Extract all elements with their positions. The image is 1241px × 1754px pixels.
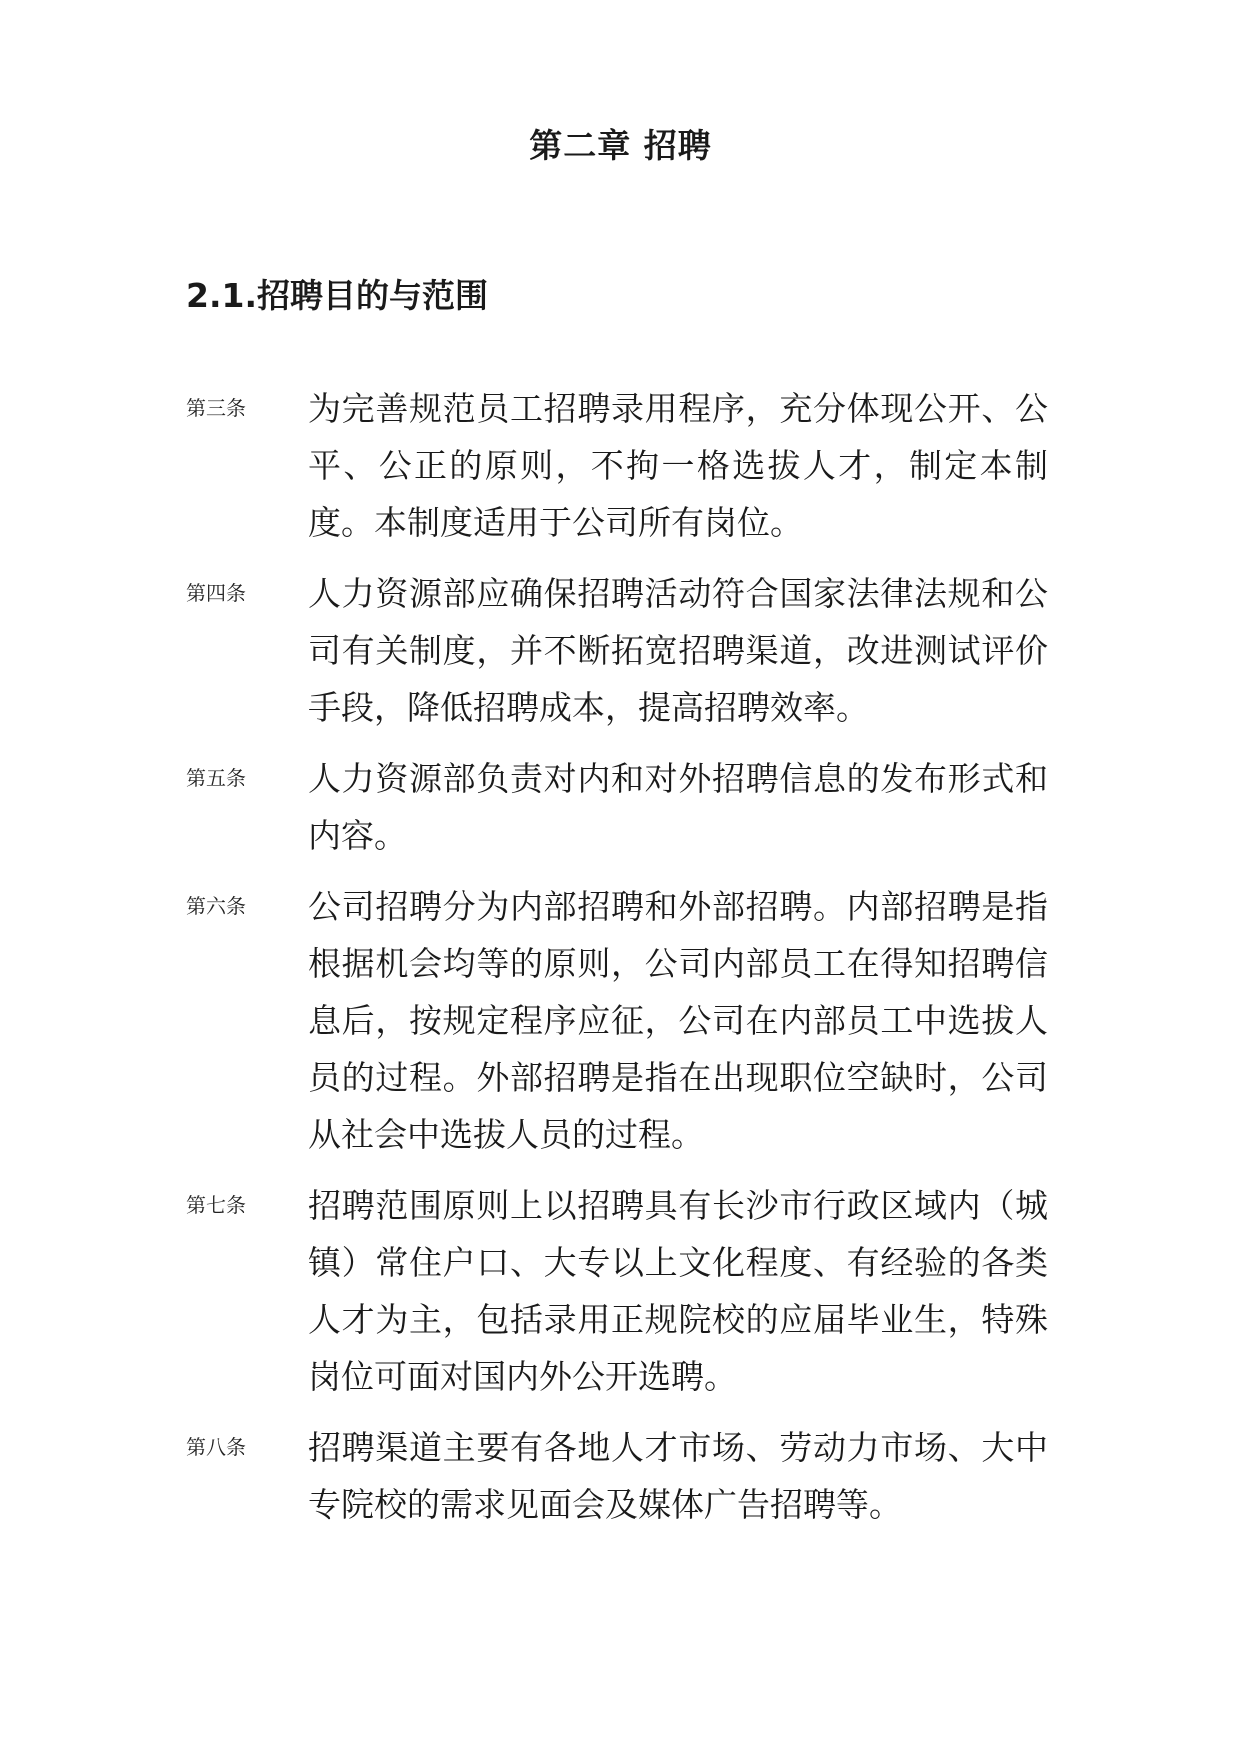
article-label: 第六条 (186, 894, 246, 918)
article-6 (186, 878, 1066, 1163)
article-7 (186, 1177, 1066, 1405)
chapter-title: 第二章 招聘 (529, 126, 712, 165)
article-8 (186, 1419, 1066, 1533)
article-list (186, 380, 1066, 1547)
article-label: 第七条 (186, 1193, 246, 1217)
article-text: 公司招聘分为内部招聘和外部招聘。内部招聘是指根据机会均等的原则，公司内部员工在得知招聘信息后，按规定程序应征，公司在内部员工中选拔人员的过程。外部招聘是指在出现职位空缺时，公司从社会中选拔人员的过程。 (308, 887, 1048, 1154)
article-label: 第八条 (186, 1435, 246, 1459)
article-4 (186, 565, 1066, 736)
article-text: 人力资源部负责对内和对外招聘信息的发布形式和内容。 (308, 759, 1048, 855)
article-3 (186, 380, 1066, 551)
article-label: 第三条 (186, 396, 246, 420)
article-text: 招聘渠道主要有各地人才市场、劳动力市场、大中专院校的需求见面会及媒体广告招聘等。 (308, 1428, 1048, 1524)
article-text: 为完善规范员工招聘录用程序，充分体现公开、公平、公正的原则，不拘一格选拔人才，制定本制度。本制度适用于公司所有岗位。 (308, 389, 1048, 542)
section-heading: 2.1.招聘目的与范围 (186, 276, 488, 315)
article-label: 第四条 (186, 581, 246, 605)
article-label: 第五条 (186, 766, 246, 790)
article-text: 招聘范围原则上以招聘具有长沙市行政区域内（城镇）常住户口、大专以上文化程度、有经验的各类人才为主，包括录用正规院校的应届毕业生，特殊岗位可面对国内外公开选聘。 (308, 1186, 1048, 1396)
article-5 (186, 750, 1066, 864)
article-text: 人力资源部应确保招聘活动符合国家法律法规和公司有关制度，并不断拓宽招聘渠道，改进测试评价手段，降低招聘成本，提高招聘效率。 (308, 574, 1048, 727)
